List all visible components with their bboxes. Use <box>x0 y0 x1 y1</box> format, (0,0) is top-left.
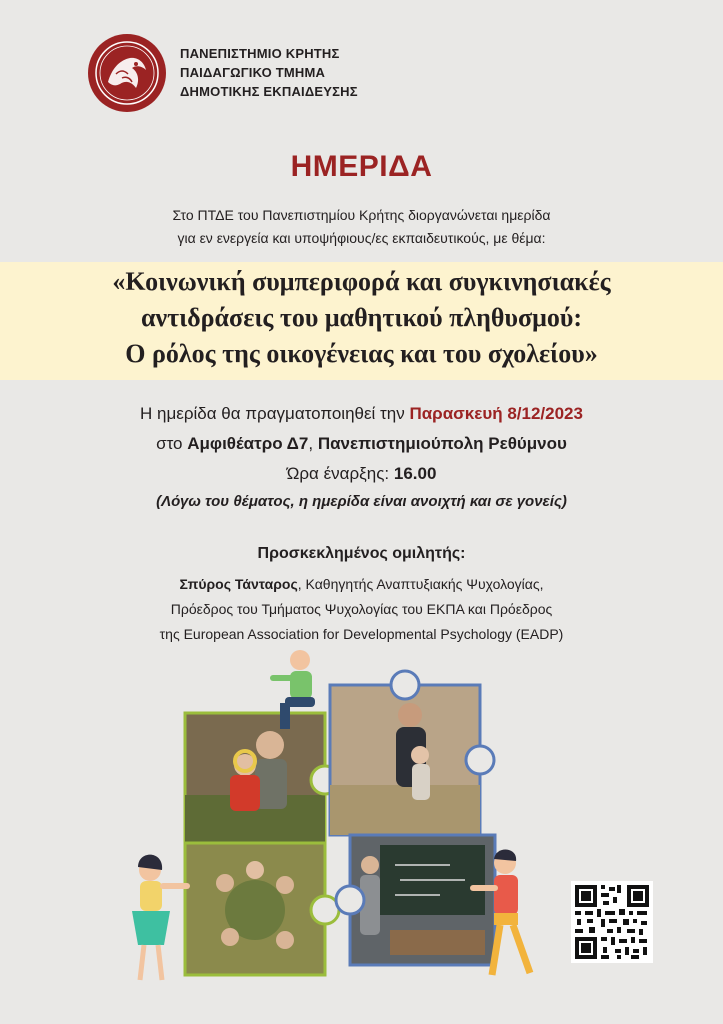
puzzle-piece-children-circle <box>185 843 339 975</box>
speaker-title: , Καθηγητής Αναπτυξιακής Ψυχολογίας, <box>297 576 544 592</box>
topic-line-1: «Κοινωνική συμπεριφορά και συγκινησιακές <box>112 267 611 296</box>
speaker-line-3: της European Association for Developmental Psychology (EADP) <box>159 626 564 642</box>
event-note: (Λόγω του θέματος, η ημερίδα είναι ανοιχτή και σε γονείς) <box>156 493 567 510</box>
speaker-details <box>0 572 723 647</box>
speaker-name: Σπύρος Τάνταρος <box>179 576 298 592</box>
topic-line-2: αντιδράσεις του μαθητικού πληθυσμού: <box>140 303 583 332</box>
event-time-line <box>0 459 723 489</box>
university-header <box>180 44 358 101</box>
event-date-line <box>0 399 723 429</box>
puzzle-family-illustration <box>120 645 560 990</box>
time-label: Ώρα έναρξης: <box>286 464 394 483</box>
intro-text <box>0 204 723 250</box>
figure-woman-pushing <box>132 855 190 980</box>
page-title: ΗΜΕΡΙΔΑ <box>290 150 433 183</box>
event-venue: Αμφιθέατρο Δ7 <box>187 434 309 453</box>
event-venue-line <box>0 429 723 459</box>
speaker-heading: Προσκεκλημένος ομιλητής: <box>257 545 466 562</box>
venue-prefix: στο <box>156 434 188 453</box>
event-campus: Πανεπιστημιούπολη Ρεθύμνου <box>317 434 567 453</box>
intro-line-2: για εν ενεργεία και υποψήφιους/ες εκπαιδευτικούς, με θέμα: <box>177 230 546 246</box>
puzzle-piece-parent-child <box>330 671 494 835</box>
topic-line-3: Ο ρόλος της οικογένειας και του σχολείου» <box>125 339 598 368</box>
topic-title <box>0 264 723 372</box>
speaker-line-2: Πρόεδρος του Τμήματος Ψυχολογίας του ΕΚΠΑ και Πρόεδρος <box>170 601 553 617</box>
event-details <box>0 399 723 489</box>
department-name: ΠΑΙΔΑΓΩΓΙΚΟ ΤΜΗΜΑ <box>180 65 326 80</box>
event-date: Παρασκευή 8/12/2023 <box>409 404 583 423</box>
date-prefix: Η ημερίδα θα πραγματοποιηθεί την <box>140 404 410 423</box>
puzzle-piece-family-outdoors <box>185 713 339 843</box>
venue-separator: , <box>308 434 318 453</box>
university-name: ΠΑΝΕΠΙΣΤΗΜΙΟ ΚΡΗΤΗΣ <box>180 46 340 61</box>
section-name: ΔΗΜΟΤΙΚΗΣ ΕΚΠΑΙΔΕΥΣΗΣ <box>180 84 358 99</box>
qr-code <box>571 881 653 963</box>
event-time: 16.00 <box>393 464 437 483</box>
university-seal-logo <box>86 32 168 114</box>
puzzle-piece-classroom <box>336 835 495 965</box>
intro-line-1: Στο ΠΤΔΕ του Πανεπιστημίου Κρήτης διοργανώνεται ημερίδα <box>172 207 551 223</box>
speaker-line-1 <box>0 572 723 597</box>
